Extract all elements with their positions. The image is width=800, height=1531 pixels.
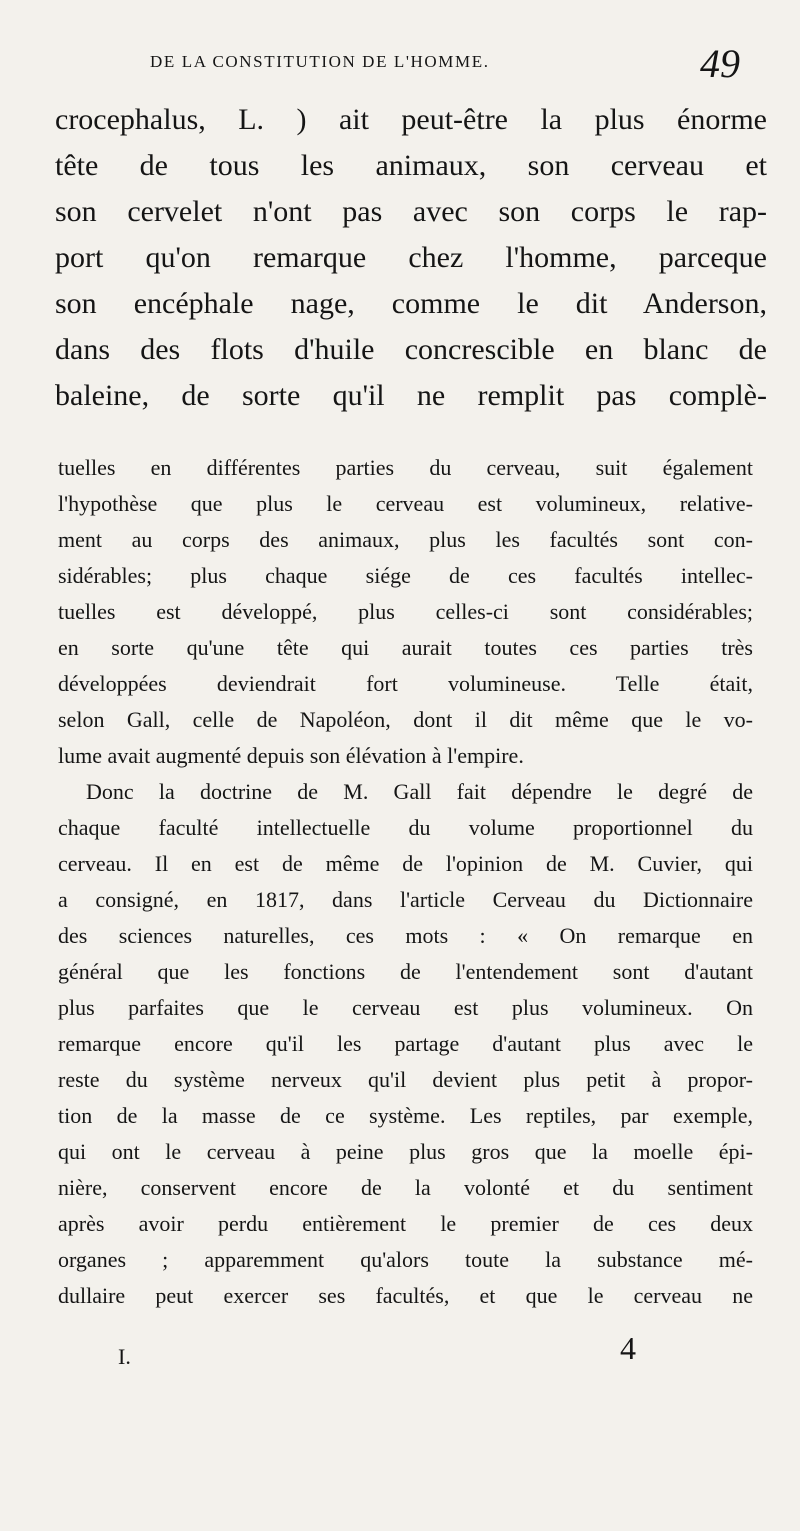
upper-text-line: tête de tous les animaux, son cerveau et	[55, 149, 767, 182]
note-text-line: développées deviendrait fort volumineuse. Telle était,	[58, 671, 753, 696]
note-text-line: dullaire peut exercer ses facultés, et que le cerveau ne	[58, 1283, 753, 1308]
page-number: 49	[700, 41, 740, 86]
note-text-line: des sciences naturelles, ces mots : « On remarque en	[58, 923, 753, 948]
note-text-line: plus parfaites que le cerveau est plus volumineux. On	[58, 995, 753, 1020]
note-text-line: Donc la doctrine de M. Gall fait dépendre le degré de	[86, 779, 753, 804]
note-text-line: sidérables; plus chaque siége de ces facultés intellec-	[58, 563, 753, 588]
note-text-line: en sorte qu'une tête qui aurait toutes ces parties très	[58, 635, 753, 660]
note-text-line: tion de la masse de ce système. Les reptiles, par exemple,	[58, 1103, 753, 1128]
note-text-line: qui ont le cerveau à peine plus gros que la moelle épi-	[58, 1139, 753, 1164]
upper-text-line: dans des flots d'huile concrescible en blanc de	[55, 333, 767, 366]
note-text-line: lume avait augmenté depuis son élévation à l'empire.	[58, 743, 524, 768]
note-text-line: selon Gall, celle de Napoléon, dont il dit même que le vo-	[58, 707, 753, 732]
note-text-line: l'hypothèse que plus le cerveau est volumineux, relative-	[58, 491, 753, 516]
note-text-line: après avoir perdu entièrement le premier de ces deux	[58, 1211, 753, 1236]
running-head: DE LA CONSTITUTION DE L'HOMME.	[150, 52, 490, 71]
note-text-line: remarque encore qu'il les partage d'autant plus avec le	[58, 1031, 753, 1056]
upper-text-line: son encéphale nage, comme le dit Anderson,	[55, 287, 767, 320]
note-text-line: nière, conservent encore de la volonté et du sentiment	[58, 1175, 753, 1200]
note-text-line: général que les fonctions de l'entendement sont d'autant	[58, 959, 753, 984]
note-text-line: reste du système nerveux qu'il devient plus petit à propor-	[58, 1067, 753, 1092]
signature-mark: I.	[118, 1344, 131, 1369]
sheet-number: 4	[620, 1330, 636, 1366]
note-text-line: ment au corps des animaux, plus les facultés sont con-	[58, 527, 753, 552]
note-text-line: cerveau. Il en est de même de l'opinion de M. Cuvier, qui	[58, 851, 753, 876]
upper-text-line: son cervelet n'ont pas avec son corps le rap-	[55, 195, 767, 228]
note-text-line: organes ; apparemment qu'alors toute la substance mé-	[58, 1247, 753, 1272]
note-text-line: tuelles est développé, plus celles-ci sont considérables;	[58, 599, 753, 624]
note-text-line: chaque faculté intellectuelle du volume proportionnel du	[58, 815, 753, 840]
note-text-line: a consigné, en 1817, dans l'article Cerveau du Dictionnaire	[58, 887, 753, 912]
upper-text-line: port qu'on remarque chez l'homme, parceque	[55, 241, 767, 274]
upper-text-line: baleine, de sorte qu'il ne remplit pas complè-	[55, 379, 767, 412]
note-text-line: tuelles en différentes parties du cerveau, suit également	[58, 455, 753, 480]
upper-text-line: crocephalus, L. ) ait peut-être la plus énorme	[55, 103, 767, 136]
